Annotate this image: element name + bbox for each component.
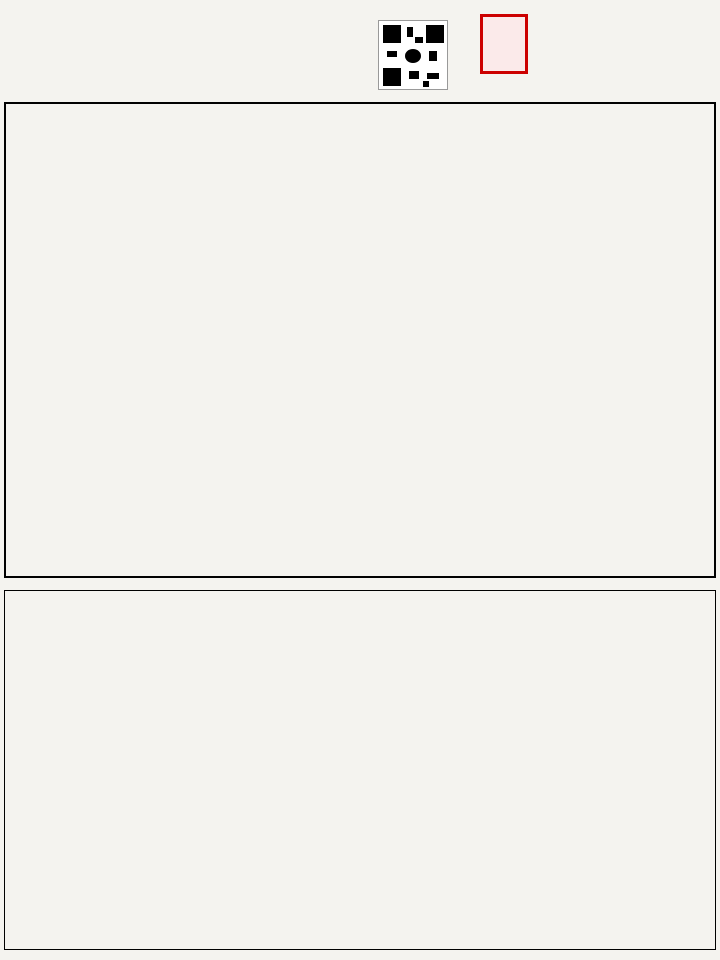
- red-seal: [480, 14, 528, 74]
- yearly-luck-table: [4, 590, 716, 950]
- chart-grid: [4, 102, 716, 578]
- qr-code[interactable]: [378, 20, 448, 90]
- header: [0, 0, 720, 100]
